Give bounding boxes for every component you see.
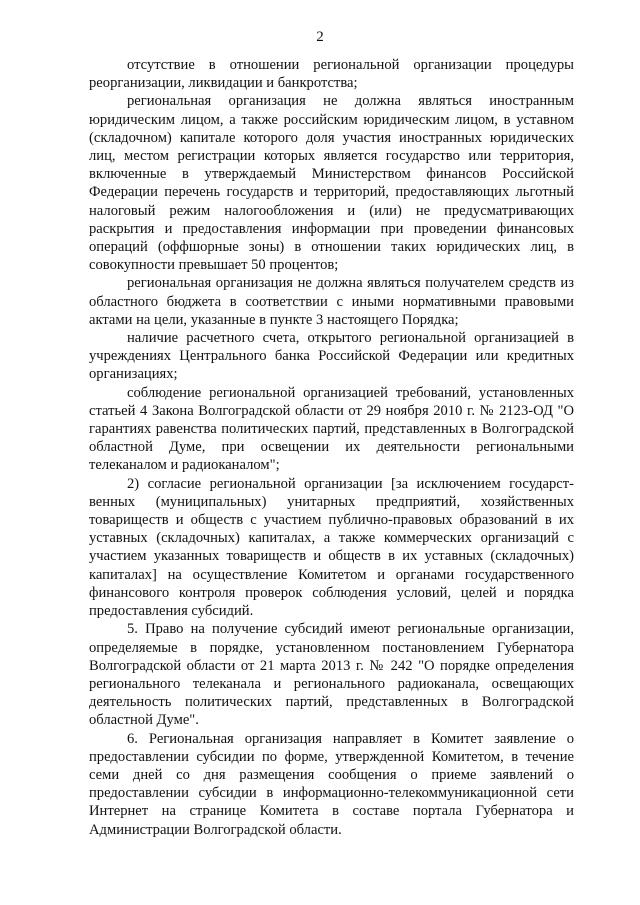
paragraph-control-consent: 2) согласие региональной организации [за исключением государст-венных (муниципальных) унитарных предприятий, хозяйственных товариществ и обществ с участием публично-правовых образований в их уставных (складочных) капиталах, а также коммерческих организаций с участием указанных товариществ и обществ в их уставных (складочных) капиталах] на осуществление Комитетом и органами государственного финансового контроля проверок соблюдения условий, целей и порядка предоставления субсидий. bbox=[89, 475, 574, 620]
paragraph-foreign-entity: региональная организация не должна являться иностранным юридическим лицом, а также российским юридическим лицом, в уставном (складочном) капитале которого доля участия иностранных юридических лиц, местом регистрации которых является государство или территория, включенные в утверждаемый Министерством финансов Российской Федерации перечень государств и территорий, предоставляющих льготный налоговый режим налогообложения и (или) не предусматривающих раскрытия и предоставления информации при проведении финансовых операций (оффшорные зоны) в отношении таких юридических лиц, в совокупности превышает 50 процентов; bbox=[89, 93, 574, 274]
document-body bbox=[89, 56, 574, 839]
paragraph-bank-account: наличие расчетного счета, открытого региональной организацией в учреждениях Центрального банка Российской Федерации или кредитных организациях; bbox=[89, 330, 574, 383]
page-number: 2 bbox=[316, 29, 324, 45]
paragraph-item-5: 5. Право на получение субсидий имеют региональные организации, определяемые в порядке, установленном постановлением Губернатора Волгоградской области от 21 марта 2013 г. № 242 "О порядке определения регионального телеканала и регионального радиоканала, освещающих деятельность политических партий, представленных в Волгоградской областной Думе". bbox=[89, 621, 574, 729]
paragraph-item-6: 6. Региональная организация направляет в Комитет заявление о предоставлении субсидии по форме, утвержденной Комитетом, в течение семи дней со дня размещения сообщения о приеме заявлений о предоставлении субсидии в информационно-телекоммуникационной сети Интернет на странице Комитета в составе портала Губернатора и Администрации Волгоградской области. bbox=[89, 730, 574, 838]
paragraph-law-compliance: соблюдение региональной организацией требований, установленных статьей 4 Закона Волгоградской области от 29 ноября 2010 г. № 2123-ОД "О гарантиях равенства политических партий, представленных в Волгоградской областной Думе, при освещении их деятельности региональными телеканалом и радиоканалом"; bbox=[89, 384, 574, 474]
paragraph-budget-recipient: региональная организация не должна являться получателем средств из областного бюджета в соответствии с иными нормативными правовыми актами на цели, указанные в пункте 3 настоящего Порядка; bbox=[89, 275, 574, 328]
paragraph-procedure-absence: отсутствие в отношении региональной организации процедуры реорганизации, ликвидации и банкротства; bbox=[89, 57, 574, 92]
